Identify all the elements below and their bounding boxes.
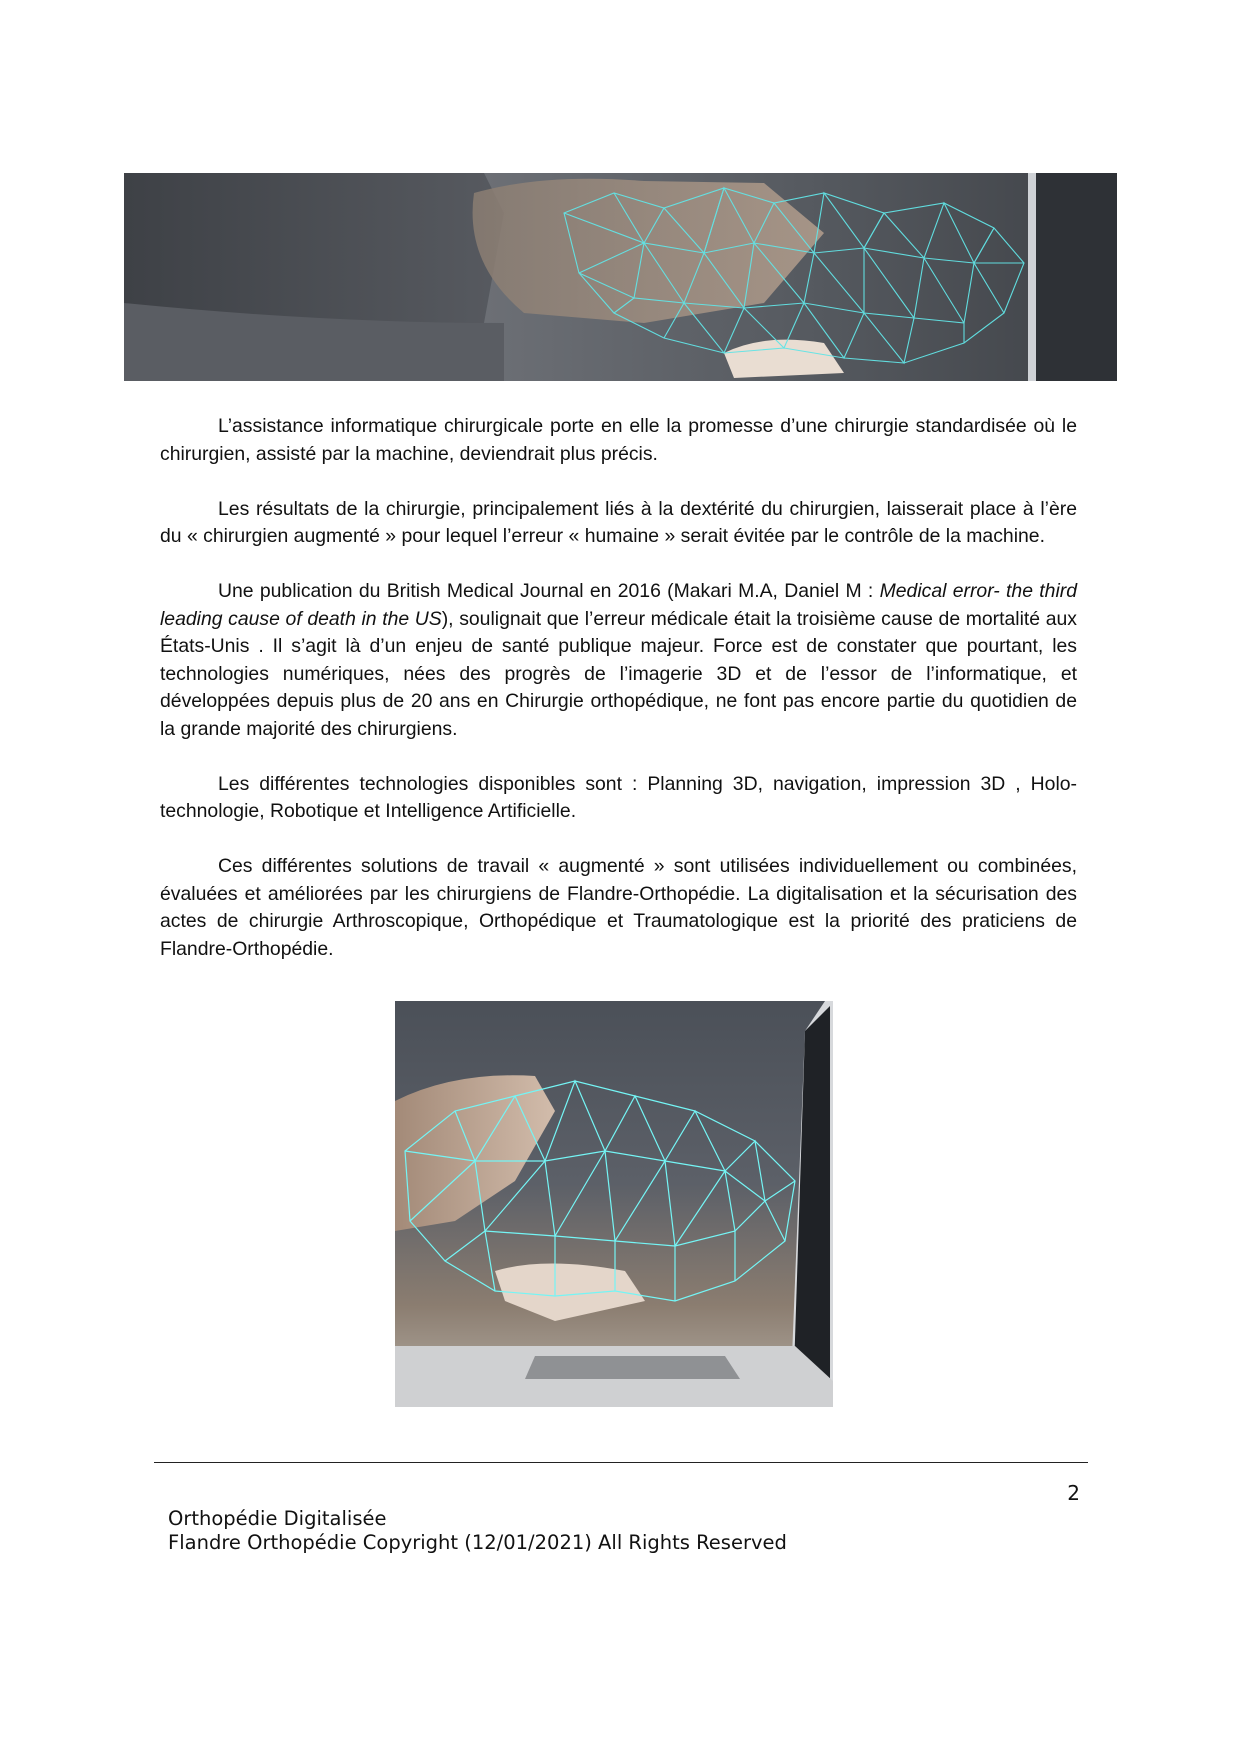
page-number: 2	[1067, 1481, 1080, 1505]
footer-divider	[154, 1462, 1088, 1463]
paragraph-3-lead: Une publication du British Medical Journal en 2016 (Makari M.A, Daniel M :	[218, 580, 880, 602]
laptop-hand-image	[395, 1001, 833, 1407]
footer	[168, 1507, 787, 1555]
paragraph-3-rest: ), soulignait que l’erreur médicale était la troisième cause de mortalité aux États-Unis . Il s’agit là d’un enjeu de santé publique majeur. Force est de constater que pourtant, les technologies numériques, nées des progrès de l’imagerie 3D et de l’essor de l’informatique, et développées depuis plus de 20 ans en Chirurgie orthopédique, ne font pas encore partie du quotidien de la grande majorité des chirurgiens.	[160, 607, 1077, 740]
paragraph-1: L’assistance informatique chirurgicale porte en elle la promesse d’une chirurgie standardisée où le chirurgien, assisté par la machine, deviendrait plus précis.	[160, 415, 1077, 465]
hand-emerging-from-laptop-icon	[395, 1001, 833, 1407]
body-text	[160, 413, 1077, 991]
banner-image	[124, 173, 1117, 381]
paragraph-3	[160, 578, 1077, 743]
footer-title: Orthopédie Digitalisée	[168, 1507, 387, 1530]
paragraph-4: Les différentes technologies disponibles sont : Planning 3D, navigation, impression 3D , Holo-technologie, Robotique et Intelligence Artificielle.	[160, 772, 1077, 822]
paragraph-5: Ces différentes solutions de travail « augmenté » sont utilisées individuellement ou combinées, évaluées et améliorées par les chirurgiens de Flandre-Orthopédie. La digitalisation et la sécurisation des actes de chirurgie Arthroscopique, Orthopédique et Traumatologique est la priorité des praticiens de Flandre-Orthopédie.	[160, 855, 1077, 960]
article-title: Medical error- the third leading cause of death in the US	[160, 580, 1078, 630]
hand-handshake-polygonal-icon	[124, 173, 1117, 381]
paragraph-2: Les résultats de la chirurgie, principalement liés à la dextérité du chirurgien, laisserait place à l’ère du « chirurgien augmenté » pour lequel l’erreur « humaine » serait évitée par le contrôle de la machine.	[160, 497, 1077, 547]
footer-copyright: Flandre Orthopédie Copyright (12/01/2021) All Rights Reserved	[168, 1531, 787, 1554]
